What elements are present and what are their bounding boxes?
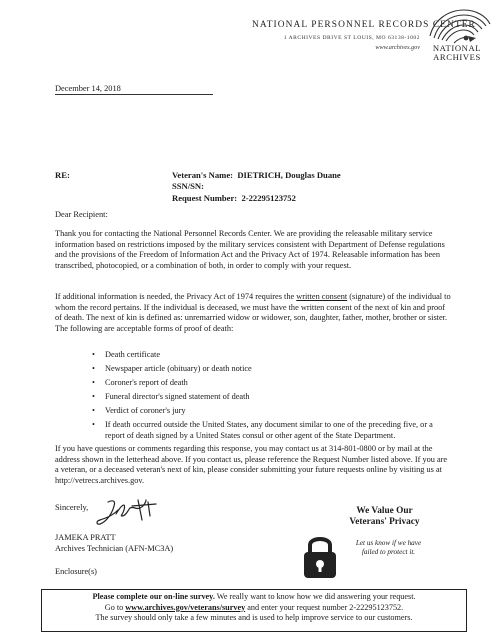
survey-line2 <box>42 603 466 614</box>
bullet-icon: • <box>92 364 95 374</box>
survey-line3: The survey should only take a few minutes and is used to help improve service to our customers. <box>95 613 413 623</box>
list-item-text: If death occurred outside the United States, any document similar to one of the preceding five, or a report of death signed by a United States consul or other agent of the State Department. <box>105 420 433 441</box>
request-number: 2-22295123752 <box>241 192 296 203</box>
survey-link[interactable]: www.archives.gov/veterans/survey <box>125 602 246 612</box>
survey-go-to: Go to <box>104 602 126 612</box>
privacy-badge-subtext <box>346 539 431 557</box>
paragraph-privacy-act-start: If additional information is needed, the Privacy Act of 1974 requires the <box>55 292 297 301</box>
list-item <box>92 392 452 403</box>
request-number-row <box>172 193 341 204</box>
list-item <box>92 350 452 361</box>
signer-block <box>55 533 173 554</box>
handwritten-signature-icon <box>94 496 158 530</box>
logo-wordmark-line2: ARCHIVES <box>433 52 481 62</box>
letterhead <box>252 20 476 51</box>
survey-box <box>41 589 467 632</box>
re-block <box>172 170 341 204</box>
privacy-badge-line2: Veterans' Privacy <box>349 517 420 527</box>
privacy-badge-line3: Let us know if we have <box>355 539 422 547</box>
ssn-label: SSN/SN: <box>172 181 204 192</box>
privacy-badge-heading <box>336 506 433 528</box>
bullet-icon: • <box>92 392 95 402</box>
list-item-text: Death certificate <box>105 350 161 359</box>
list-item-text: Coroner's report of death <box>105 378 188 388</box>
padlock-icon <box>298 531 342 581</box>
survey-after-link: and enter your request number 2-22295123752. <box>245 602 404 612</box>
paragraph-intro: Thank you for contacting the National Personnel Records Center. We are providing the releasable military service information based on restrictions imposed by the military services consistent with Department of Defense regulations and the provisions of the Freedom of Information Act and the Privacy Act of 1974. Releasable information has been transcribed, photocopied, or a combination of both, in order to comply with your request. <box>55 229 445 271</box>
letterhead-address: 1 ARCHIVES DRIVE ST LOUIS, MO 63138-1002 <box>283 35 420 41</box>
bullet-icon: • <box>92 378 95 388</box>
letterhead-organization: NATIONAL PERSONNEL RECORDS CENTER <box>252 20 476 30</box>
veteran-name-label: Veteran's Name: <box>172 170 234 180</box>
bullet-icon: • <box>92 420 95 430</box>
closing: Sincerely, <box>55 503 89 512</box>
written-consent-text: written consent <box>296 292 348 301</box>
paragraph-privacy-act <box>55 292 452 335</box>
list-item <box>92 364 452 375</box>
logo-wordmark <box>424 44 490 62</box>
veteran-name-row <box>172 170 341 181</box>
bullet-icon: • <box>92 406 95 416</box>
list-item <box>92 420 452 441</box>
signer-name: JAMEKA PRATT <box>55 533 116 542</box>
privacy-badge <box>298 506 433 586</box>
survey-line1 <box>42 592 466 603</box>
ssn-row <box>172 181 341 192</box>
list-item-text: Verdict of coroner's jury <box>105 406 186 416</box>
salutation: Dear Recipient: <box>55 210 108 219</box>
re-label: RE: <box>55 170 70 180</box>
signer-title: Archives Technician (AFN-MC3A) <box>55 543 174 553</box>
survey-heading: Please complete our on-line survey. <box>92 592 215 601</box>
survey-intro: We really want to know how we did answering your request. <box>214 592 416 601</box>
list-item <box>92 406 452 417</box>
bullet-icon: • <box>92 350 95 359</box>
enclosure-note: Enclosure(s) <box>55 567 97 576</box>
date-underline <box>55 94 213 95</box>
paragraph-privacy-act-end: (signature) of the individual to whom the record pertains. If the individual is deceased, we must have the written consent of the next of kin and proof of death. The next of kin is defined as: unremarried widow or widower, son, daughter, father, mother, brother or sister. The following are acceptable forms of proof of death: <box>55 292 451 334</box>
paragraph-contact: If you have questions or comments regarding this response, you may contact us at 314-801-0800 or by mail at the address shown in the letterhead above. If you contact us, please reference the Request Number listed above. If you are a veteran, or a deceased veteran's next of kin, please consider submitting your future requests online by visiting us at http://vetrecs.archives.gov. <box>55 444 448 486</box>
list-item <box>92 378 452 389</box>
list-item-text: Newspaper article (obituary) or death notice <box>105 364 252 374</box>
privacy-badge-line1: We Value Our <box>356 506 413 516</box>
letterhead-website: www.archives.gov <box>375 44 420 51</box>
proof-of-death-list <box>92 350 452 445</box>
privacy-badge-line4: failed to protect it. <box>361 548 416 556</box>
list-item-text: Funeral director's signed statement of death <box>105 392 250 402</box>
request-number-label: Request Number: <box>172 192 238 203</box>
veteran-name: DIETRICH, Douglas Duane <box>237 170 341 180</box>
logo-wordmark-line1: NATIONAL <box>432 43 482 53</box>
letter-date: December 14, 2018 <box>55 84 121 93</box>
